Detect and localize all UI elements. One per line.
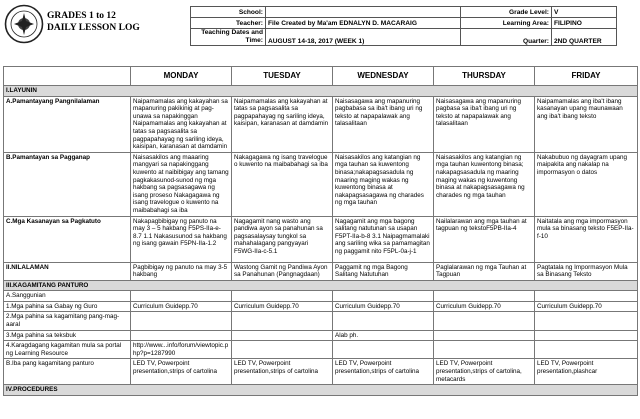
header-info-table: [190, 6, 617, 46]
resource-link[interactable]: http://www...info/forum/viewtopic.php?p=1287990: [131, 341, 232, 359]
table-cell: Naisasakilos ang maaaring mangyari sa napakinggang kuwento at naibibigay ang tamang pagkakasunod-sunod ng mga hakbang sa pagsasagawa ng isang proseso Nakagagawa ng isang travelogue o kuwento na maibabahagi sa iba: [131, 152, 232, 216]
table-cell: Pagtatala ng Impormasyon Mula sa Binasang Teksto: [535, 262, 638, 280]
day-thursday: THURSDAY: [434, 67, 535, 86]
row-label: A.Sanggunian: [4, 291, 131, 302]
table-cell: Nakagagawa ng isang travelogue o kuwento na maibabahagi sa iba: [232, 152, 333, 216]
row-label: B.Pamantayan sa Pagganap: [4, 152, 131, 216]
grade-level-label: Grade Level:: [461, 7, 552, 18]
table-cell: Naisasagawa ang mapanuring pagbabasa sa iba't ibang uri ng teksto at napapalawak ang talasalitaan: [333, 96, 434, 152]
table-row: [4, 359, 638, 385]
table-cell: [535, 330, 638, 341]
day-friday: FRIDAY: [535, 67, 638, 86]
table-cell: Curriculum Guidepp.70: [232, 301, 333, 312]
table-row: [4, 330, 638, 341]
table-cell: LED TV, Powerpoint presentation,strips of cartolina: [333, 359, 434, 385]
table-cell: [434, 312, 535, 330]
table-cell: Curriculum Guidepp.70: [535, 301, 638, 312]
school-value: [266, 7, 461, 18]
table-cell: Naisasagawa ang mapanuring pagbasa sa iba't ibang uri ng teksto at napapalawak ang talasalitaan: [434, 96, 535, 152]
header: [0, 0, 640, 58]
teaching-dates-value: AUGUST 14-18, 2017 (WEEK 1): [266, 29, 461, 46]
table-cell: Curriculum Guidepp.70: [131, 301, 232, 312]
day-header-row: [4, 67, 638, 86]
table-cell: [434, 341, 535, 359]
row-label: 2.Mga pahina sa kagamitang pang-mag-aaral: [4, 312, 131, 330]
day-tuesday: TUESDAY: [232, 67, 333, 86]
quarter-value: 2ND QUARTER: [552, 29, 617, 46]
row-label: B.Iba pang kagamitang panturo: [4, 359, 131, 385]
teacher-value: File Created by Ma'am EDNALYN D. MACARAIG: [266, 18, 461, 29]
table-cell: Paggamit ng mga Bagong Salitang Natutuhan: [333, 262, 434, 280]
table-cell: [232, 341, 333, 359]
table-cell: Alab ph.: [333, 330, 434, 341]
table-cell: Nakabubuo ng dayagram upang maipakita ang nakalap na impormasyon o datos: [535, 152, 638, 216]
teaching-dates-label: [191, 29, 266, 46]
section-layunin: I.LAYUNIN: [4, 86, 638, 97]
table-cell: [131, 330, 232, 341]
table-cell: Nagagamit nang wasto ang pandiwa ayon sa panahunan sa pagsasalaysay tungkol sa mahahalagang pangyayari F5WG-IIa-c-5.1: [232, 216, 333, 262]
row-label: C.Mga Kasanayan sa Pagkatuto: [4, 216, 131, 262]
row-label: II.NILALAMAN: [4, 262, 131, 280]
table-row: [4, 152, 638, 216]
section-kagamitan: III.KAGAMITANG PANTURO: [4, 280, 638, 291]
table-cell: Naipamamalas ang kakayahan sa mapanuring pakikinig at pag-unawa sa napakinggan Naipamamalas ang kakayahan at tatas sa pagsasalita sa pagpapahayag ng sariling ideya, kaisipan, karanasan at damdamin: [131, 96, 232, 152]
table-cell: [535, 291, 638, 302]
form-title-line1: GRADES 1 to 12: [47, 11, 116, 21]
table-cell: Naisasakilos ang katangian ng mga tauhan sa kuwentong binasa;nakapagsasadula ng maaring maging wakas ng kuwentong binasa at nakapagsasagawa ng charades ng mga tauhan: [333, 152, 434, 216]
table-cell: [131, 312, 232, 330]
row-label: 4.Karagdagang kagamitan mula sa portal ng Learning Resource: [4, 341, 131, 359]
grade-level-value: V: [552, 7, 617, 18]
teacher-label: Teacher:: [191, 18, 266, 29]
table-cell: Paglalarawan ng mga Tauhan at Tagpuan: [434, 262, 535, 280]
table-cell: Pagbibigay ng panuto na may 3-5 hakbang: [131, 262, 232, 280]
table-cell: LED TV, Powerpoint presentation,strips of cartolina, metacards: [434, 359, 535, 385]
form-title: [47, 10, 140, 34]
table-cell: [131, 291, 232, 302]
table-cell: Naisasakilos ang katangian ng mga tauhan kuwentong binasa; nakapagsasadula ng maaring maging wakas ng kuwentong binasa at nakapagsasagawa ng charades ng mga tauhan: [434, 152, 535, 216]
section-procedures: IV.PROCEDURES: [4, 385, 638, 396]
table-cell: LED TV, Powerpoint presentation,plashcar: [535, 359, 638, 385]
form-title-line2: DAILY LESSON LOG: [47, 23, 140, 33]
table-cell: [232, 330, 333, 341]
row-label: A.Pamantayang Pangnilalaman: [4, 96, 131, 152]
table-cell: [333, 341, 434, 359]
school-label: School:: [191, 7, 266, 18]
table-cell: Naipamamalas ang kakayahan at tatas sa pagsasalita sa pagpapahayag ng sariling ideya, kaisipan, karanasan at damdamin: [232, 96, 333, 152]
table-row: [4, 216, 638, 262]
table-row: [4, 291, 638, 302]
row-label: 1.Mga pahina sa Gabay ng Guro: [4, 301, 131, 312]
learning-area-value: FILIPINO: [552, 18, 617, 29]
table-cell: Naitatala ang mga impormasyon mula sa binasang teksto F5EP-IIa-f-10: [535, 216, 638, 262]
table-cell: Nagagamit ang mga bagong salitang natutunan sa usapan F5PT-IIa-b-8 3.1 Naipagmamalaki ang sariling wika sa pamamagitan ng paggamit nito F5PL-0a-j-1: [333, 216, 434, 262]
table-cell: [333, 291, 434, 302]
table-cell: Curriculum Guidepp.70: [333, 301, 434, 312]
table-row: [4, 262, 638, 280]
corner-cell: [4, 67, 131, 86]
table-cell: [232, 312, 333, 330]
table-row: [4, 312, 638, 330]
table-cell: Wastong Gamit ng Pandiwa Ayon sa Panahunan (Pangnagdaan): [232, 262, 333, 280]
table-row: [4, 301, 638, 312]
day-monday: MONDAY: [131, 67, 232, 86]
teaching-dates-label-1: Teaching Dates and: [201, 29, 263, 36]
table-cell: Curriculum Guidepp.70: [434, 301, 535, 312]
table-cell: LED TV, Powerpoint presentation,strips of cartolina: [232, 359, 333, 385]
table-cell: [333, 312, 434, 330]
lesson-table: [3, 66, 638, 396]
table-cell: Nakapagbibigay ng panuto na may 3 – 5 hakbang F5PS-IIa-e-8.7 1.1 Nakasusunod sa hakbang ng isang gawain F5PN-IIa-1.2: [131, 216, 232, 262]
learning-area-label: Learning Area:: [461, 18, 552, 29]
teaching-dates-label-2: Time:: [245, 37, 263, 44]
table-row: [4, 96, 638, 152]
table-row: [4, 341, 638, 359]
table-cell: Nailalarawan ang mga tauhan at tagpuan ng tekstoF5PB-IIa-4: [434, 216, 535, 262]
deped-seal-icon: [4, 4, 44, 44]
quarter-label: Quarter:: [461, 29, 552, 46]
table-cell: [434, 291, 535, 302]
table-cell: [232, 291, 333, 302]
table-cell: [535, 312, 638, 330]
table-cell: [535, 341, 638, 359]
table-cell: LED TV, Powerpoint presentation,strips of cartolina: [131, 359, 232, 385]
table-cell: Naipamamalas ang iba't ibang kasanayan upang maunawaan ang iba't ibang teksto: [535, 96, 638, 152]
table-cell: [434, 330, 535, 341]
day-wednesday: WEDNESDAY: [333, 67, 434, 86]
row-label: 3.Mga pahina sa teksbuk: [4, 330, 131, 341]
